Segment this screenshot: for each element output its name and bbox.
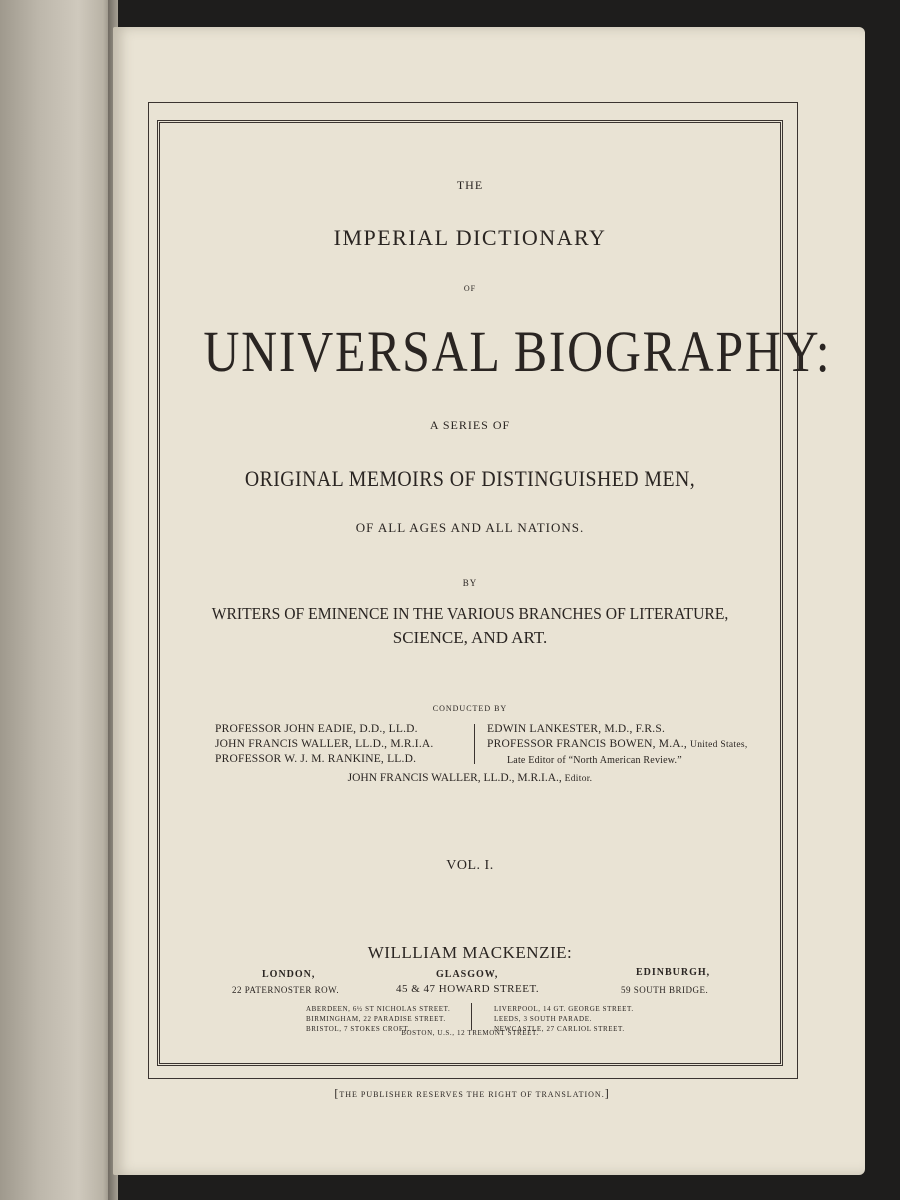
conductor-name: PROFESSOR W. J. M. RANKINE, LL.D. (215, 753, 417, 765)
title-imperial-dictionary: IMPERIAL DICTIONARY (333, 225, 607, 250)
branch-boston: BOSTON, U.S., 12 TREMONT STREET. (401, 1029, 539, 1037)
column-divider (474, 724, 475, 764)
city-glasgow: GLASGOW, (436, 969, 499, 980)
volume-number: VOL. I. (446, 858, 494, 873)
conductor-name: EDWIN LANKESTER, M.D., F.R.S. (487, 723, 666, 735)
writers-line-2: SCIENCE, AND ART. (392, 628, 548, 647)
conductor-note: Late Editor of “North American Review.” (507, 755, 682, 766)
city-edinburgh: EDINBURGH, (636, 967, 711, 978)
branch-address: ABERDEEN, 6½ ST NICHOLAS STREET. (306, 1005, 451, 1013)
writers-line-1: WRITERS OF EMINENCE IN THE VARIOUS BRANCHES OF LITERATURE, (211, 604, 729, 623)
city-london: LONDON, (262, 969, 316, 980)
publisher-name: WILLLIAM MACKENZIE: (367, 943, 573, 962)
main-title: UNIVERSAL BIOGRAPHY: (203, 319, 832, 384)
subtitle-series: A SERIES OF (429, 418, 511, 432)
conductor-name: PROFESSOR JOHN EADIE, D.D., LL.D. (215, 723, 418, 735)
facing-page (0, 0, 112, 1200)
united-states-label: United States, (690, 740, 748, 750)
editor-role: Editor. (564, 774, 593, 784)
conductor-name: JOHN FRANCIS WALLER, LL.D., M.R.I.A. (215, 738, 434, 750)
branch-address: NEWCASTLE, 27 CARLIOL STREET. (494, 1025, 625, 1033)
branch-address: LEEDS, 3 SOUTH PARADE. (494, 1015, 592, 1023)
branch-address: BIRMINGHAM, 22 PARADISE STREET. (306, 1015, 446, 1023)
branch-divider (471, 1003, 472, 1030)
subtitle-memoirs: ORIGINAL MEMOIRS OF DISTINGUISHED MEN, (244, 466, 696, 491)
by-label: BY (462, 578, 478, 588)
branch-address: LIVERPOOL, 14 GT. GEORGE STREET. (494, 1005, 634, 1013)
address-london: 22 PATERNOSTER ROW. (232, 985, 340, 995)
conductors-left (215, 722, 471, 767)
title-of: OF (463, 284, 477, 293)
conductor-name: PROFESSOR FRANCIS BOWEN, M.A., United States, (487, 738, 748, 750)
branch-address: BRISTOL, 7 STOKES CROFT. (306, 1025, 411, 1033)
editor-line: JOHN FRANCIS WALLER, LL.D., M.R.I.A., Editor. (347, 772, 593, 784)
conducted-by-label: CONDUCTED BY (432, 704, 508, 713)
inner-border-rule (157, 120, 832, 1066)
translation-rights-notice: [THE PUBLISHER RESERVES THE RIGHT OF TRANSLATION.] (334, 1086, 610, 1100)
conductors-right (487, 722, 787, 768)
title-the: THE (456, 178, 484, 192)
subtitle-ages: OF ALL AGES AND ALL NATIONS. (355, 520, 585, 535)
address-glasgow: 45 & 47 HOWARD STREET. (396, 983, 540, 995)
address-edinburgh: 59 SOUTH BRIDGE. (621, 985, 709, 995)
